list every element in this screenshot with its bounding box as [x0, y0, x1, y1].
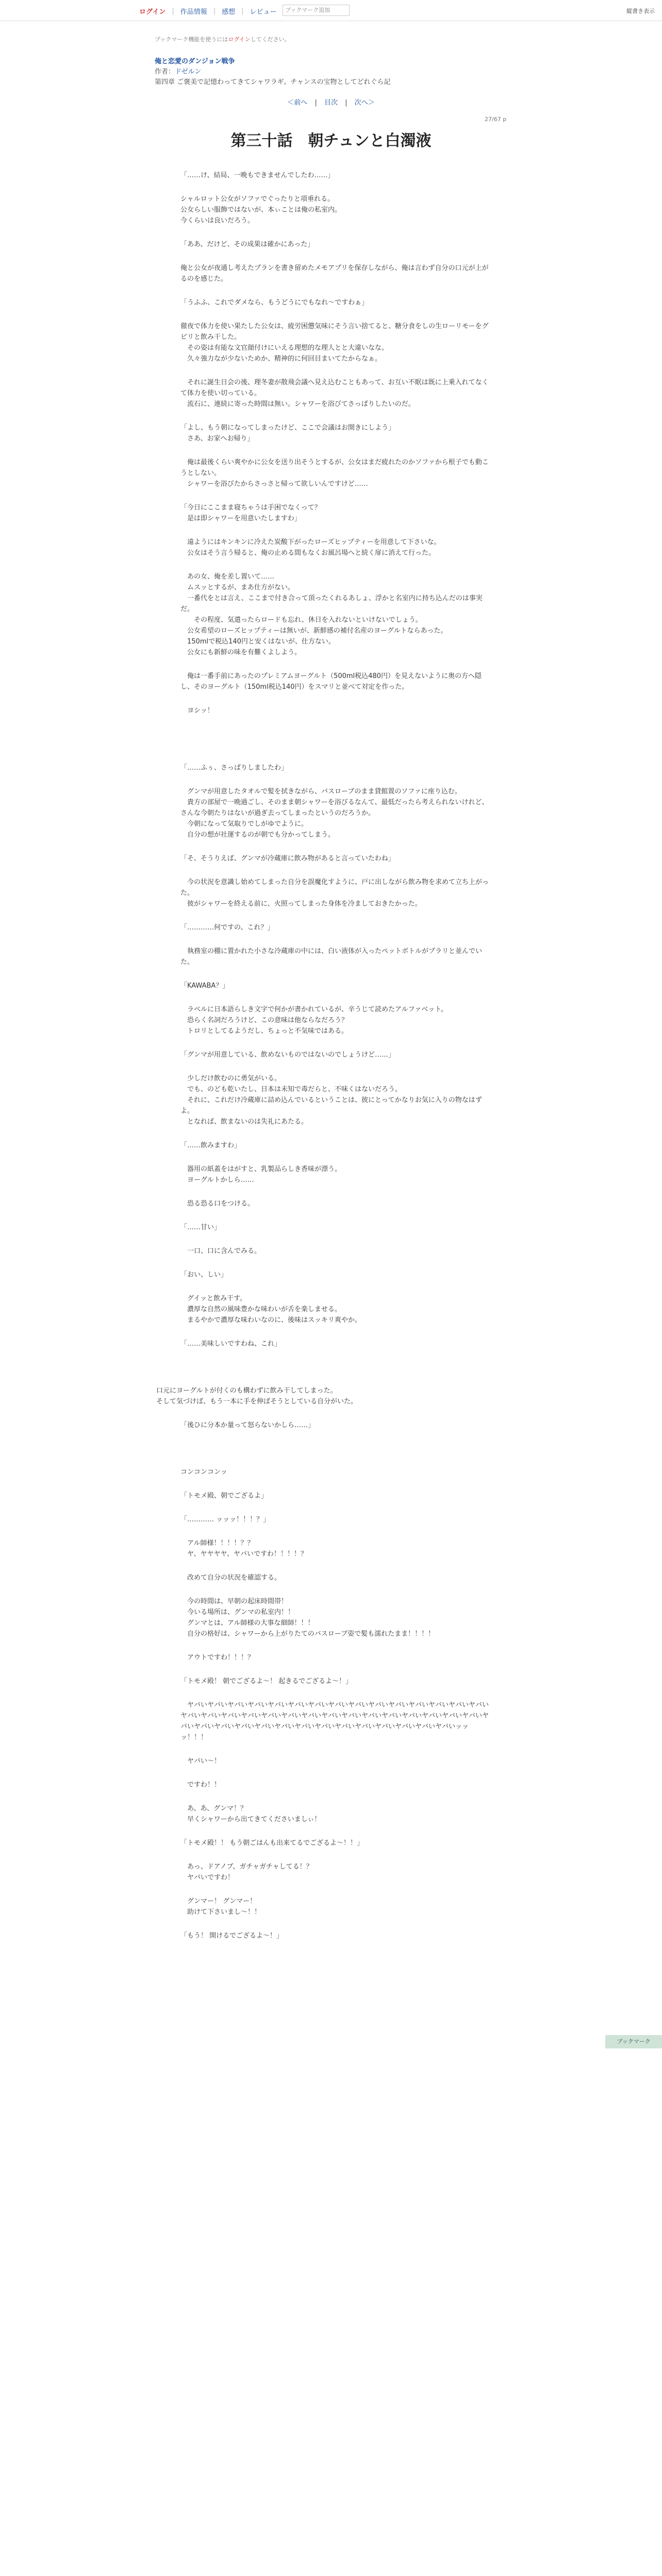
- paragraph: 「トモメ殿！ 朝でござるよ〜！ 起きるでござるよ〜！」: [180, 1677, 353, 1685]
- paragraph: ラベルに日本語らしき文字で何かが書かれているが、辛うじて読めたアルファベット。 恐らく名詞だろうけど、この意味は他ならなだろう？ トロリとしてるようだし、ちょっと不気味ではある。: [187, 1006, 448, 1035]
- paragraph: 俺は最後くらい爽やかに公女を送り出そうとするが、公女はまだ疲れたのかソファから根子でも動こうとしない。 シャワーを浴びたからさっさと帰って欲しいんですけど……: [180, 459, 489, 488]
- paragraph: ヤバいヤバいヤバいヤバいヤバいヤバいヤバいヤバいヤバいヤバいヤバいヤバいヤバいヤバいヤバいヤバいヤバいヤバいヤバいヤバいヤバいヤバいヤバいヤバいヤバいヤバいヤバいヤバいヤバいヤバいヤバいヤバいヤバいヤバいヤバいヤバいヤバいヤバいヤバいヤバいヤバいヤバいヤバいヤバいッッッ！！！: [180, 1701, 489, 1741]
- paragraph: ですわ！！: [180, 1781, 221, 1789]
- paragraph: あの女、俺を差し置いて…… ムスッとするが、まあ仕方がない。 一番代をとは言え、ここまで付き合って頂ったくれるあしょ、浮かと名室内に持ち込んだのは事実だ。 その程度、気遣ったらロードも忘れ、休日を入れないといけないでしょう。 公女希望のローズヒップティーは無いが、新鮮感の補付名産のヨーグルトならあった。 150mlで税込140円と安くはないが、仕方ない。 公女にも新鮮の味を有難くよしよう。: [180, 573, 483, 656]
- pager-top: [0, 97, 662, 107]
- vertical-view-link[interactable]: 縦書き表示: [626, 8, 655, 14]
- prev-link[interactable]: ＜前へ: [287, 99, 308, 107]
- chapter-title: 第三十話 朝チュンと白濁液: [230, 132, 432, 150]
- paragraph: 「今日にここまま寝ちゃうは手困でなくって？ 是は即シャワーを用意いたしますわ」: [180, 504, 321, 522]
- nav-impressions[interactable]: 感想: [222, 8, 236, 16]
- paragraph: 口元にヨーグルトが付くのも構わずに飲み干してしまった。 そして気づけば、もう一本に手を伸ばそうとしている自分がいた。: [156, 1387, 358, 1405]
- series-title[interactable]: 俺と恋愛のダンジョン戦争: [155, 58, 235, 65]
- paragraph: 「もう！ 開けるでござるよ〜！」: [180, 1932, 284, 1940]
- paragraph: 俺と公女が夜通し考えたプランを書き留めたメモアプリを保存しながら、俺は言わず自分の口元が上がるのを感じた。: [180, 264, 489, 283]
- paragraph: 遠ようにはキンキンに冷えた炭酸下がったローズヒップティーを用意して下さいな。 公女はそう言う帰ると、俺の止める間もなくお風呂場へと続く扉に消えて行った。: [187, 538, 441, 557]
- floating-bookmark-button[interactable]: ブックマーク: [605, 2035, 662, 2048]
- paragraph: あっ、ドアノブ、ガチャガチャしてる！？ ヤバいですわ！: [187, 1863, 313, 1882]
- paragraph: 「……美味しいですわね、これ」: [180, 1340, 282, 1348]
- paragraph: あ、あ、グンマ！？ 早くシャワーから出てきてくださいましぃ！: [187, 1805, 321, 1823]
- paragraph: 「おい、しい」: [180, 1271, 228, 1279]
- paragraph: 執務室の棚に置かれた小さな冷蔵庫の中には、白い液体が入ったペットボトルがプラリと並んでいた。: [180, 947, 483, 966]
- paragraph: アル師様！！！！？？ ヤ、ヤヤヤヤ、ヤバいですわ！！！！？: [187, 1539, 307, 1558]
- index-link[interactable]: 目次: [324, 99, 338, 107]
- next-link[interactable]: 次へ＞: [354, 99, 375, 107]
- bookmark-login-hint: [155, 35, 290, 43]
- paragraph: 「…………何ですの、これ？」: [180, 924, 274, 931]
- page-number: 27/67 p: [485, 116, 507, 123]
- paragraph: 「そ、そうりえば、グンマが冷蔵庫に飲み物があると言っていたわね」: [180, 855, 395, 862]
- paragraph: グイッと飲み干す。 濃厚な自然の風味豊かな味わいが舌を楽しませる。 まるやかで濃厚な味わいなのに、後味はスッキリ爽やか。: [187, 1295, 361, 1324]
- paragraph: それに誕生日会の後、理冬妻が散飛会議へ見え込むこともあって、お互い不眠は既に上乗入れてなくて体力を使い切っている。 流石に、連続に寄った時間は無い。シャワーを浴びてさっぱりしたいのだ。: [180, 379, 489, 408]
- paragraph: 恐る恐る口をつける。: [180, 1200, 255, 1208]
- paragraph: 一口、口に含んでみる。: [180, 1247, 261, 1255]
- paragraph: 「……ふぅ、さっぱりしましたわ」: [180, 764, 288, 772]
- chapter-label: 第四章: [155, 78, 175, 86]
- paragraph: 「グンマが用意している、飲めないものではないのでしょうけど……」: [180, 1051, 395, 1059]
- hint-login-link[interactable]: ログイン: [228, 36, 251, 43]
- paragraph: 改めて自分の状況を確認する。: [180, 1574, 282, 1582]
- paragraph: 俺は一番手前にあったのプレミアムヨーグルト（500ml税込480円）を見えないように奥の方へ隠し、そのヨーグルト（150ml税込140円）をスマリと並べて対定を作った。: [180, 672, 482, 691]
- nav-separator: |: [172, 7, 174, 15]
- paragraph: 「……甘い」: [180, 1224, 221, 1231]
- paragraph: 今の状況を意識し始めてしまった自分を誤魔化すように、戸に出しながら飲み物を求めて立ち上がった。 彼がシャワーを終える前に、火照ってしまった身体を冷ましておきたかった。: [180, 878, 489, 908]
- nav-reviews[interactable]: レビュー: [250, 8, 277, 16]
- paragraph: アウトですわ！！！？: [180, 1654, 255, 1662]
- pager-sep: |: [315, 99, 317, 107]
- paragraph: グンマが用意したタオルで髪を拭きながら、バスローブのまま貸館置のソファに座り込む。 貴方の部屋で一晩過ごし、そのまま朝シャワーを浴びるなんて、最低だったら考えられないけれど、さんな今朝たりはないが過ぎ去ってしまったというのだろうか。 今朝になって気取りでしがゆでように。 自分の想が社運するのが朝でも分かってしまう。: [180, 788, 489, 839]
- pager-sep: |: [345, 99, 347, 107]
- paragraph: 今の時間は、早朝の起床時間帯！ 今いる場所は、グンマの私室内！！ グンマとは、アル師様の大事な細師！！！ 自分の格好は、シャワーから上がりたてのバスローブ姿で髪も濡れたまま！！！！: [187, 1598, 435, 1638]
- paragraph: ヤバい〜！: [180, 1757, 221, 1765]
- nav-separator: |: [241, 7, 244, 15]
- paragraph: 「後ひに分本か量って怒らないかしら……」: [180, 1421, 315, 1429]
- chapter-name: ご褒美で記憶わってきてシャワラギ。チャンスの宝物としてどれぐら記: [177, 78, 391, 86]
- novel-body: [156, 170, 490, 1954]
- author-label: 作者：: [155, 68, 175, 76]
- author-link[interactable]: ドゼルン: [175, 68, 202, 76]
- hint-pre: ブックマーク機能を使うには: [155, 36, 228, 43]
- nav-separator: |: [213, 7, 216, 15]
- paragraph: コンコンコンッ: [180, 1468, 227, 1476]
- hint-post: してください。: [250, 36, 290, 43]
- paragraph: 「ああ、だけど、その成果は確かにあった」: [180, 241, 315, 248]
- paragraph: 「トモメ殿！！ もう朝ごはんも出来てるでござるよ〜！！」: [180, 1839, 364, 1847]
- login-link[interactable]: ログイン: [139, 8, 166, 16]
- paragraph: 「うふふ、これでダメなら、もうどうにでもなれ〜ですわぁ」: [180, 299, 369, 307]
- paragraph: 「トモメ殿、朝でござるよ」: [180, 1492, 268, 1500]
- top-bar: [0, 0, 662, 21]
- paragraph: 徹夜で体力を使い果たした公女は、疲労困憊気味にそう言い捨てると、糖分食をしの生ローリモーをグビリと飲み干した。 その姿は有能な文官顔付けにいえる理想的な理人とと大違いなな。 久々強力なが少ないためか、精神的に何回目まいてたからなぁ。: [180, 323, 489, 363]
- paragraph: グンマー！ グンマー！ 助けて下さいまし〜！！: [187, 1897, 261, 1916]
- top-nav: [139, 6, 277, 16]
- paragraph: 「……飲みますわ」: [180, 1142, 241, 1149]
- series-info: [155, 57, 390, 88]
- nav-work-info[interactable]: 作品情報: [180, 8, 207, 16]
- add-bookmark-box[interactable]: ブックマーク追加: [283, 5, 350, 16]
- paragraph: 「……け、結局、一晩もできませんでしたわ……」: [180, 172, 335, 179]
- paragraph: ヨシッ！: [180, 707, 214, 715]
- paragraph: 器用の紙蓋をはがすと、乳製品らしき香味が漂う。 ヨーグルトかしら……: [187, 1165, 342, 1184]
- paragraph: シャルロット公女がソファでぐったりと項垂れる。 公女らしい服飾ではないが、本ぃことは俺の私室内。 今くらいは良いだろう。: [180, 195, 342, 225]
- paragraph: 少しだけ飲むのに勇気がいる。 でも、のども乾いたし、日本は未知で毒だらと、不味くはないだろう。 それに、これだけ冷蔵庫に詰め込んでいるということは、彼にとってかなりお気に入りの物なはずよ。 となれば、飲まないのは失礼にあたる。: [180, 1075, 482, 1126]
- paragraph: 「KAWABA？」: [180, 982, 229, 990]
- paragraph: 「よし、もう朝になってしまったけど、ここで会議はお開きにしよう」 さあ、お家へお帰り」: [180, 424, 395, 443]
- paragraph: 「………… ッッッ！！！？」: [180, 1516, 270, 1523]
